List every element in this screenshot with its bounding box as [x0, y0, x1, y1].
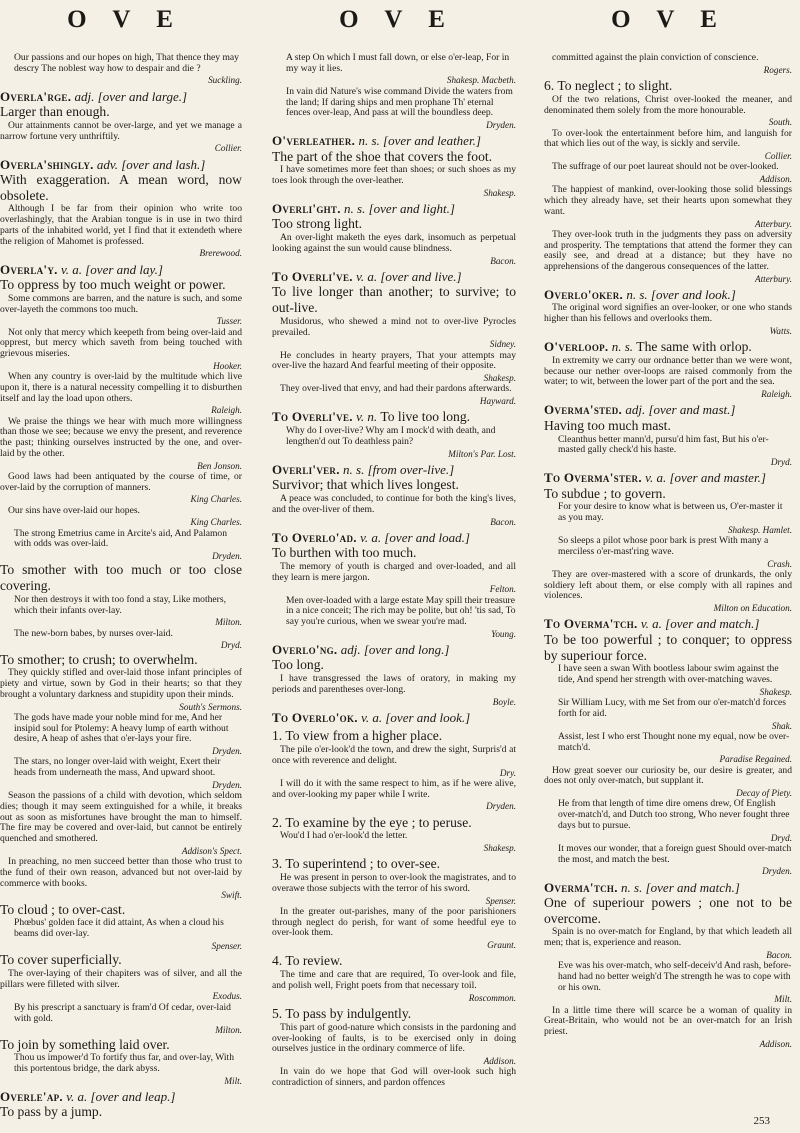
quotation: Phœbus' golden face it did attaint, As when a cloud his beams did over-lay. — [14, 917, 224, 940]
quotation: The stars, no longer over-laid with weight, Exert their heads from underneath the mass, And upward shoot. — [14, 756, 221, 779]
quotation: By his prescript a sanctuary is fram'd Of cedar, over-laid with gold. — [14, 1001, 231, 1024]
entry-overmatch-verb — [544, 616, 792, 876]
running-header — [0, 6, 800, 46]
quotation: The new-born babes, by nurses over-laid. — [14, 627, 173, 639]
citation: Boyle. — [492, 696, 516, 707]
quotation: It moves our wonder, that a foreign guest Should over-match the most, and match the best. — [558, 842, 792, 865]
definition: To be too powerful ; to conquer; to oppress by superiour force. — [544, 631, 792, 663]
quotation: So sleeps a pilot whose poor bark is prest With many a merciless o'er-mast'ring wave. — [558, 535, 769, 557]
quotation: Cleanthus better mann'd, pursu'd him fast, But his o'er-masted gally check'd his haste. — [558, 433, 769, 456]
citation: Dryd. — [770, 457, 792, 468]
headword: To Overli've. — [272, 409, 353, 425]
quotation: They are over-mastered with a score of drunkards, the only soldiery left about them, or else comply with all rapines and violences. — [544, 568, 792, 602]
entry-overleather — [272, 133, 516, 198]
citation: Roscommon. — [468, 992, 516, 1003]
citation: Paradise Regained. — [719, 754, 792, 765]
definition: The part of the shoe that covers the foot. — [272, 148, 493, 164]
headword: Overla'shingly. — [0, 156, 94, 172]
citation: Graunt. — [487, 940, 516, 951]
citation: Milt. — [224, 1075, 242, 1086]
definition: The same with orlop. — [636, 339, 752, 355]
sense: 4. To review. — [272, 953, 343, 969]
quotation: Our sins have over-laid our hopes. — [8, 504, 140, 516]
citation: Atterbury. — [754, 218, 792, 229]
headword: Overma'tch. — [544, 879, 618, 895]
entry-overlong — [272, 642, 516, 707]
quotation: In vain did Nature's wise command Divide the waters from the land; If daring ships and men prophane Th' eternal fences over-leap, And pass at will the boundless deep. — [286, 85, 513, 119]
quotation: Spain is no over-match for England, by that which leadeth all men; that is, experience and reason. — [544, 926, 792, 949]
part-of-speech: v. a. [over and match.] — [640, 616, 760, 632]
citation: Exodus. — [212, 991, 242, 1002]
citation: South's Sermons. — [179, 701, 242, 712]
headword: Overma'sted. — [544, 402, 623, 418]
definition: To smother with too much or too close covering. — [0, 562, 242, 594]
definition: To live too long. — [380, 409, 471, 425]
quotation: Men over-loaded with a large estate May spill their treasure in a nice conceit; The rich may be polite, but oh! 'tis sad, To say you're curious, when we swear you're mad. — [286, 594, 516, 628]
quotation: I will do it with the same respect to him, as if he were alive, and over-looking my paper while I write. — [272, 777, 516, 800]
headword: To Overma'tch. — [544, 616, 638, 632]
definition: Survivor; that which lives longest. — [272, 477, 459, 493]
headword: To Overli've. — [272, 268, 353, 284]
quotation: Although I be far from their opinion who write too overlashingly, that the Arabian tongue is in use in two third parts of the inhabited world, yet I find that it extendeth where the religion of Mahomet is professed. — [0, 203, 242, 247]
entry-overlay — [0, 262, 242, 1086]
quotation: Thou us impower'd To fortify thus far, and over-lay, With this portentous bridge, the dark abyss. — [14, 1052, 234, 1075]
citation: Milton on Education. — [713, 603, 792, 614]
part-of-speech: adj. [over and mast.] — [625, 402, 736, 418]
citation: Dryden. — [762, 866, 792, 877]
citation: Dryden. — [486, 119, 516, 130]
definition: One of superiour powers ; one not to be overcome. — [544, 894, 792, 926]
citation: Milton. — [215, 617, 242, 628]
citation: Tusser. — [216, 316, 242, 327]
quotation: The happiest of mankind, over-looking those solid blessings which they already have, set their hearts upon somewhat they want. — [544, 184, 792, 217]
quotation: He from that length of time dire omens drew, Of English over-match'd, and Dutch too strong, Who never fought three days but to pursue. — [558, 798, 790, 831]
definition: To cloud ; to over-cast. — [0, 901, 126, 917]
citation: Addison. — [759, 174, 792, 185]
definition: To pass by a jump. — [0, 1104, 103, 1120]
quotation: In vain do we hope that God will over-look such high contradiction of sinners, and pardon offences — [272, 1066, 516, 1088]
sense: 2. To examine by the eye ; to peruse. — [272, 814, 472, 830]
citation: Sidney. — [489, 339, 516, 350]
citation: Felton. — [489, 584, 516, 595]
part-of-speech: v. a. [over and load.] — [360, 529, 470, 545]
quotation: The pile o'er-look'd the town, and drew the sight, Surpris'd at once with reverence and delight. — [272, 744, 516, 766]
quotation: A peace was concluded, to continue for both the king's lives, and the over-liver of them. — [272, 493, 516, 515]
headword: Overla'y. — [0, 261, 58, 277]
entry-overmaster — [544, 470, 792, 613]
headword: Overlo'oker. — [544, 287, 624, 303]
definition: Having too much mast. — [544, 417, 671, 433]
entry-overmasted — [544, 402, 792, 467]
part-of-speech: v. a. [over and lay.] — [60, 261, 163, 277]
citation: Milton. — [215, 1025, 242, 1036]
quotation: For your desire to know what is between us, O'er-master it as you may. — [558, 501, 783, 524]
quotation: They over-lived that envy, and had their pardons afterwards. — [280, 383, 512, 395]
quotation: The gods have made your noble mind for me, And her insipid soul for Ptolemy: A heavy lump of earth without desire, A heap of ashes that o'er-lays your fire. — [14, 711, 229, 745]
citation: Shakesp. — [483, 843, 516, 854]
citation: Collier. — [764, 151, 792, 162]
citation: Collier. — [214, 143, 242, 154]
sense: 1. To view from a higher place. — [272, 728, 443, 744]
quotation: Good laws had been antiquated by the course of time, or over-laid by the corruption of manners. — [0, 470, 242, 493]
entry-overload — [272, 530, 516, 639]
quotation: In preaching, no men succeed better than those who trust to the fund of their own reason, advanced but not over-laid by commerce with books. — [0, 856, 242, 889]
quotation: When any country is over-laid by the multitude which live upon it, there is a natural necessity compelling it to disburthen itself and lay the load upon others. — [0, 371, 242, 404]
quotation: The strong Emetrius came in Arcite's aid, And Palamon with odds was over-laid. — [14, 527, 228, 550]
citation: Watts. — [769, 325, 792, 336]
quotation: In extremity we carry our ordnance better than we were wont, because our nether over-loops are raised commonly from the water; to wit, between the lower part of the port and the sea. — [544, 354, 792, 388]
page-number: 253 — [753, 1115, 770, 1127]
entry-overlooker — [544, 287, 792, 336]
citation: Brerewood. — [199, 248, 242, 259]
quotation: They quickly stifled and over-laid those infant principles of piety and virtue, sown by God in their hearts; so that they brought a voluntary darkness and stupidity upon their minds. — [0, 667, 242, 700]
citation: Addison's Spect. — [181, 845, 242, 856]
quotation: I have transgressed the laws of oratory, in making my periods and parentheses over-long. — [272, 673, 516, 695]
quotation: They over-look truth in the judgments they pass on adversity and prosperity. The temptations that attend the former they can easily see, and dread at a distance; but they have no apprehensions of the dangerous consequences of the latter. — [544, 228, 792, 273]
quotation: Our attainments cannot be over-large, and yet we manage a narrow fortune very unthriftily. — [0, 119, 242, 142]
header-right: O V E — [611, 6, 727, 33]
quotation: committed against the plain conviction of conscience. — [552, 52, 759, 63]
citation: Dryd. — [220, 640, 242, 651]
entry-overlight — [272, 201, 516, 266]
quotation: Not only that mercy which keepeth from being over-laid and opprest, but mercy which saveth from being touched with grievous miseries. — [0, 326, 242, 360]
citation: Swift. — [221, 890, 242, 901]
citation: South. — [768, 117, 792, 128]
part-of-speech: v. a. [over and master.] — [645, 470, 766, 486]
citation: Raleigh. — [211, 405, 242, 416]
part-of-speech: n. s. [over and look.] — [626, 287, 736, 303]
part-of-speech: v. a. [over and leap.] — [66, 1089, 176, 1105]
part-of-speech: n. s. [over and light.] — [344, 201, 455, 217]
quotation: The original word signifies an over-looker, or one who stands higher than his fellows and overlooks them. — [544, 302, 792, 325]
part-of-speech: adv. [over and lash.] — [96, 156, 206, 172]
quotation: The time and care that are required, To over-look and file, and polish well, Fright poets from that necessary toil. — [272, 969, 516, 991]
definition: Too long. — [272, 657, 324, 673]
citation: Decay of Piety. — [736, 788, 792, 799]
headword: Overle'ap. — [0, 1089, 63, 1105]
column-3 — [544, 52, 792, 1123]
citation: Shakesp. — [759, 686, 792, 697]
citation: Raleigh. — [761, 389, 792, 400]
headword: O'verleather. — [272, 133, 356, 149]
definition: To burthen with too much. — [272, 545, 417, 561]
citation: Bacon. — [490, 255, 516, 266]
citation: Shakesp. Hamlet. — [727, 524, 792, 535]
header-center: O V E — [339, 6, 455, 33]
headword: Overli'ght. — [272, 201, 341, 217]
entry-overlashingly — [0, 157, 242, 259]
part-of-speech: n. s. [over and leather.] — [358, 133, 481, 149]
citation: Bacon. — [766, 949, 792, 960]
citation: King Charles. — [190, 517, 242, 528]
quotation: This part of good-nature which consists in the pardoning and over-looking of faults, is to be exercised only in doing ourselves justice in the ordinary commerce of life. — [272, 1021, 516, 1055]
citation: Bacon. — [490, 516, 516, 527]
entry-overmatch-noun — [544, 880, 792, 1050]
headword: To Overlo'ok. — [272, 710, 358, 726]
headword: To Overlo'ad. — [272, 529, 357, 545]
quotation: He concludes in hearty prayers, That your attempts may over-live the hazard And fearful meeting of their opposite. — [272, 349, 516, 372]
entry-overlive-intransitive — [272, 409, 516, 459]
citation: Atterbury. — [754, 273, 792, 284]
definition: With exaggeration. A mean word, now obsolete. — [0, 171, 242, 203]
header-left: O V E — [67, 6, 183, 33]
definition: Too strong light. — [272, 216, 363, 232]
quotation: A step On which I must fall down, or else o'er-leap, For in my way it lies. — [286, 52, 510, 74]
quotation: Wou'd I had o'er-look'd the letter. — [280, 830, 408, 842]
citation: Dryd. — [770, 832, 792, 843]
citation: Shak. — [771, 720, 792, 731]
quotation: Eve was his over-match, who self-deceiv'd And rash, before-hand had no better weigh'd The strength he was to cope with or his own. — [558, 960, 792, 993]
definition: To oppress by too much weight or power. — [0, 277, 226, 293]
definition: To join by something laid over. — [0, 1036, 170, 1052]
citation: Shakesp. — [483, 373, 516, 384]
headword: Overli'ver. — [272, 461, 340, 477]
part-of-speech: adj. [over and long.] — [340, 642, 450, 658]
citation: Crash. — [767, 558, 792, 569]
quotation: To over-look the entertainment before him, and languish for that which lies out of the way, is sickly and servile. — [544, 127, 792, 150]
quotation: Musidorus, who shewed a mind not to over-live Pyrocles prevailed. — [272, 315, 516, 338]
definition: Larger than enough. — [0, 104, 110, 120]
quotation: Assist, lest I who erst Thought none my equal, now be over-match'd. — [558, 730, 790, 753]
quotation: Our passions and our hopes on high, That thence they may descry The noblest way how to despair and die ? — [14, 52, 239, 74]
quotation: He was present in person to over-look the magistrates, and to overawe those subjects with the terror of his sword. — [272, 872, 516, 894]
quotation: How great soever our curiosity be, our desire is greater, and does not only over-match, but supplant it. — [544, 764, 792, 787]
definition: To cover superficially. — [0, 952, 122, 968]
part-of-speech: v. a. [over and live.] — [356, 268, 462, 284]
citation: Dryden. — [212, 779, 242, 790]
citation: Milton's Par. Lost. — [448, 448, 516, 459]
entry-overlarge — [0, 89, 242, 154]
citation: Hooker. — [213, 360, 242, 371]
citation: Spenser. — [485, 895, 516, 906]
quotation: Season the passions of a child with devotion, which seldom dies; though it may seem extinguished for a while, it breaks out as soon as misfortunes have brought the man to himself. The fire may be covered and over-laid, but cannot be entirely quenched and smothered. — [0, 790, 242, 845]
headword: Overlo'ng. — [272, 642, 338, 658]
quotation: I have sometimes more feet than shoes; or such shoes as my toes look through the over-leather. — [272, 164, 516, 187]
sense: 5. To pass by indulgently. — [272, 1006, 412, 1021]
citation: King Charles. — [190, 494, 242, 505]
citation: Suckling. — [208, 75, 242, 86]
citation: Dryden. — [212, 551, 242, 562]
quotation: In the greater out-parishes, many of the poor parishioners through neglect do perish, for want of some heedful eye to over-look them. — [272, 905, 516, 939]
quotation: Why do I over-live? Why am I mock'd with death, and lengthen'd out To deathless pain? — [286, 425, 496, 447]
quotation: In a little time there will scarce be a woman of quality in Great-Britain, who would not be an over-match for an Irish priest. — [544, 1004, 792, 1038]
quotation: The over-laying of their chapiters was of silver, and all the pillars were filleted with silver. — [0, 968, 242, 990]
quotation: The suffrage of our poet laureat should not be over-looked. — [552, 161, 779, 173]
quotation: An over-light maketh the eyes dark, insomuch as perpetual looking against the sun would cause blindness. — [272, 232, 516, 254]
citation: Ben Jonson. — [197, 460, 242, 471]
quotation: Of the two relations, Christ over-looked the meaner, and denominated them solely from the more honourable. — [544, 93, 792, 116]
part-of-speech: v. a. [over and look.] — [361, 710, 471, 726]
quotation: The memory of youth is charged and over-loaded, and all they learn is mere jargon. — [272, 560, 516, 583]
citation: Milt. — [774, 994, 792, 1005]
part-of-speech: n. s. [from over-live.] — [343, 461, 455, 477]
quotation: Sir William Lucy, with me Set from our o'er-match'd forces forth for aid. — [558, 697, 787, 719]
citation: Dryden. — [486, 801, 516, 812]
entry-overliver — [272, 462, 516, 527]
headword: Overla'rge. — [0, 88, 72, 104]
part-of-speech: v. n. — [356, 409, 378, 425]
part-of-speech: n. s. [over and match.] — [621, 879, 740, 895]
citation: Addison. — [483, 1055, 516, 1066]
headword: To Overma'ster. — [544, 470, 642, 486]
column-2 — [272, 52, 516, 1123]
part-of-speech: adj. [over and large.] — [74, 88, 188, 104]
sense: 6. To neglect ; to slight. — [544, 78, 673, 94]
column-1 — [0, 52, 242, 1123]
citation: Shakesp. — [483, 187, 516, 198]
citation: Hayward. — [479, 396, 516, 407]
definition: To smother; to crush; to overwhelm. — [0, 651, 198, 667]
quotation: We praise the things we hear with much more willingness than those we see; because we envy the present, and reverence the past; thinking ourselves instructed by the one, and over-laid by the other. — [0, 415, 242, 459]
citation: Spenser. — [211, 940, 242, 951]
citation: Rogers. — [763, 64, 792, 75]
quotation: Some commons are barren, and the nature is such, and some over-layeth the commons too much. — [0, 292, 242, 315]
headword: O'verloop. — [544, 339, 609, 355]
citation: Dryden. — [212, 746, 242, 757]
citation: Addison. — [759, 1038, 792, 1049]
entry-overleap — [0, 1089, 242, 1120]
definition: To live longer than another; to survive; to out-live. — [272, 284, 516, 316]
entry-overlive — [272, 269, 516, 406]
citation: Young. — [491, 628, 516, 639]
sense: 3. To superintend ; to over-see. — [272, 856, 441, 872]
entry-overlook — [272, 710, 516, 1089]
citation: Shakesp. Macbeth. — [446, 75, 516, 86]
part-of-speech: n. s. — [611, 339, 634, 355]
entry-overloop — [544, 339, 792, 399]
quotation: I have seen a swan With bootless labour swim against the tide, And spend her strength with over-matching waves. — [558, 663, 779, 686]
quotation: Nor then destroys it with too fond a stay, Like mothers, which their infants over-lay. — [14, 593, 227, 616]
citation: Dry. — [499, 767, 516, 778]
definition: To subdue ; to govern. — [544, 485, 666, 501]
